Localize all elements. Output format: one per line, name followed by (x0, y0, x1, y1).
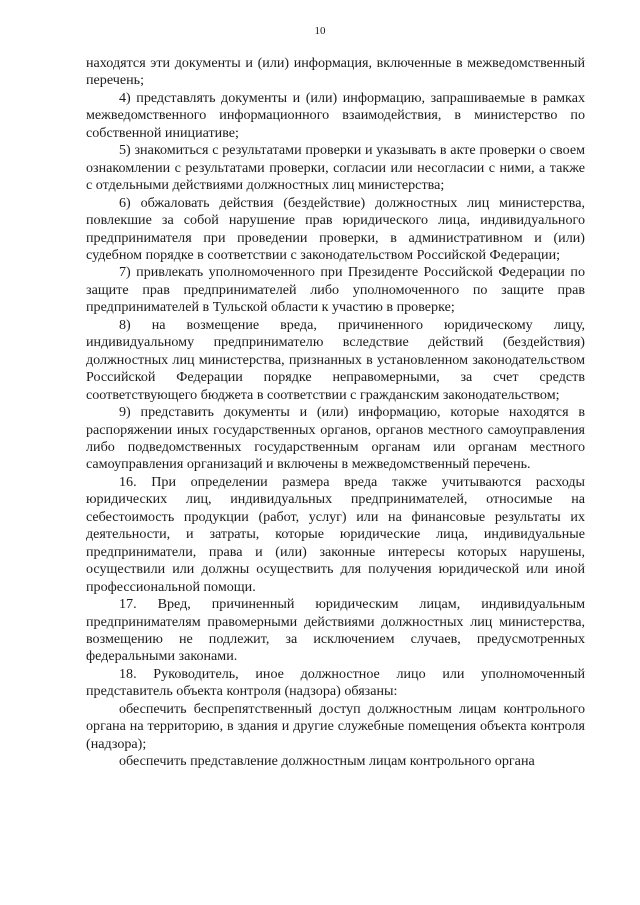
page-number: 10 (314, 25, 326, 37)
document-body (86, 55, 585, 771)
paragraph: 7) привлекать уполномоченного при Президенте Российской Федерации по защите прав предпринимателей либо уполномоченного по защите прав предпринимателей в Тульской области к участию в проверке; (86, 264, 585, 316)
paragraph: находятся эти документы и (или) информация, включенные в межведомственный перечень; (86, 55, 585, 89)
paragraph: 17. Вред, причиненный юридическим лицам, индивидуальным предпринимателям правомерными действиями должностных лиц министерства, возмещению не подлежит, за исключением случаев, предусмотренных федеральными законами. (86, 596, 585, 665)
paragraph: обеспечить представление должностным лицам контрольного органа (119, 753, 535, 770)
paragraph: 4) представлять документы и (или) информацию, запрашиваемые в рамках межведомственного информационного взаимодействия, в министерство по собственной инициативе; (86, 89, 585, 141)
paragraph: 8) на возмещение вреда, причиненного юридическому лицу, индивидуальному предпринимателю вследствие действий (бездействия) должностных лиц министерства, признанных в установленном законодательством Российской Федерации порядке неправомерными, за счет средств соответствующего бюджета в соответствии с гражданским законодательством; (86, 316, 585, 403)
paragraph: 16. При определении размера вреда также учитываются расходы юридических лиц, индивидуальных предпринимателей, относимые на себестоимость продукции (работ, услуг) или на финансовые результаты их деятельности, и затраты, которые юридические лица, индивидуальные предприниматели, права и (или) законные интересы которых нарушены, осуществили или должны осуществить для получения юридической или иной профессиональной помощи. (86, 473, 585, 595)
paragraph: 9) представить документы и (или) информацию, которые находятся в распоряжении иных государственных органов, органов местного самоуправления либо подведомственных государственным органам или органам местного самоуправления организаций и включены в межведомственный перечень. (86, 404, 585, 473)
paragraph: обеспечить беспрепятственный доступ должностным лицам контрольного органа на территорию, в здания и другие служебные помещения объекта контроля (надзора); (86, 700, 585, 752)
paragraph: 6) обжаловать действия (бездействие) должностных лиц министерства, повлекшие за собой нарушение прав юридического лица, индивидуального предпринимателя при проведении проверки, в административном и (или) судебном порядке в соответствии с законодательством Российской Федерации; (86, 194, 585, 263)
paragraph: 5) знакомиться с результатами проверки и указывать в акте проверки о своем ознакомлении с результатами проверки, согласии или несогласии с ними, а также с отдельными действиями должностных лиц министерства; (86, 142, 585, 194)
paragraph: 18. Руководитель, иное должностное лицо или уполномоченный представитель объекта контроля (надзора) обязаны: (86, 665, 585, 700)
